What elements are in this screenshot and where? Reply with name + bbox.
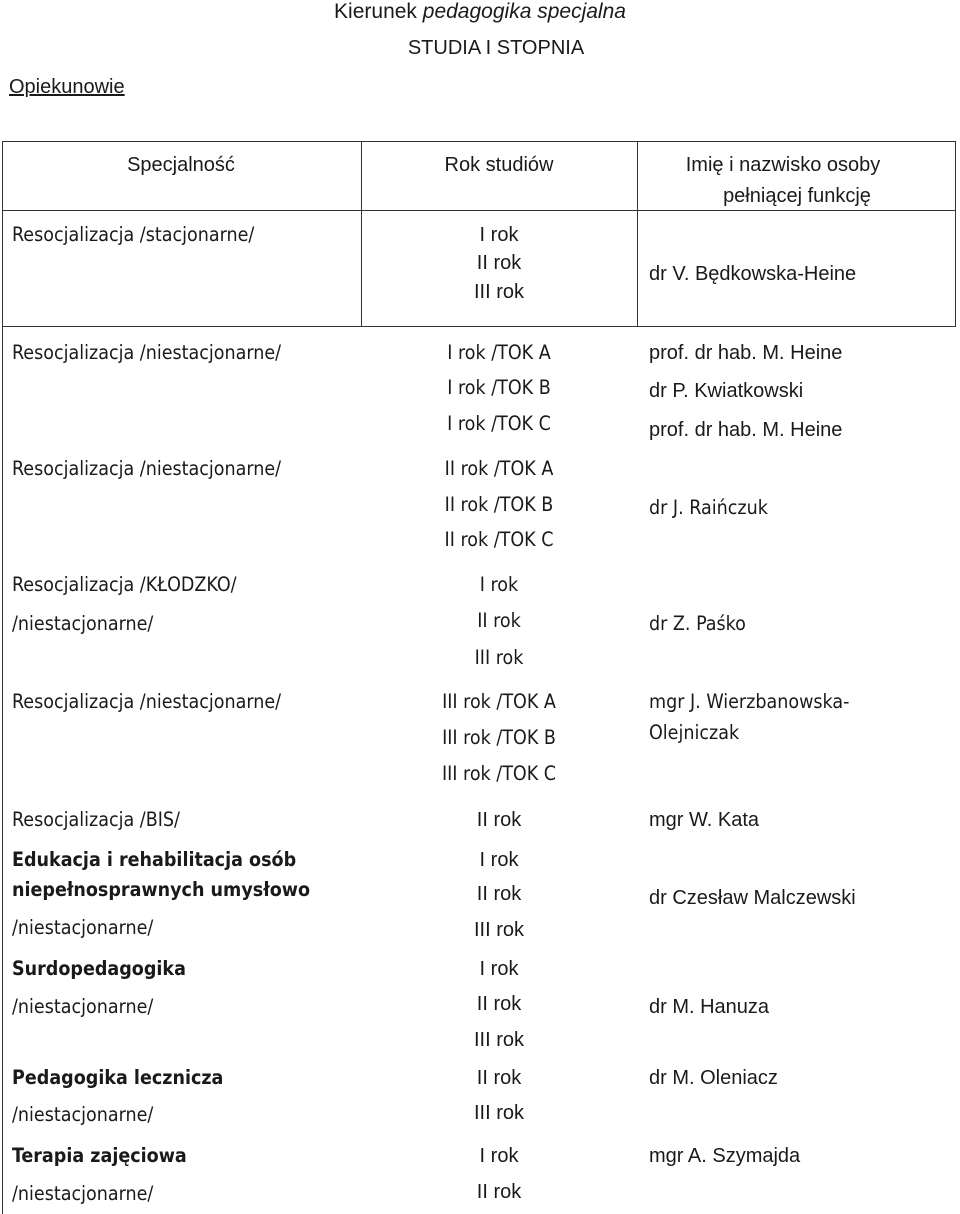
table-row-osoba: mgr A. Szymajda (649, 1145, 801, 1167)
table-row-rok: III rok /TOK C (441, 762, 557, 785)
table-row-rok: III rok (473, 281, 525, 303)
table-row-rok: I rok (479, 224, 519, 246)
table-divider (2, 326, 956, 327)
table-row-osoba: prof. dr hab. M. Heine (649, 419, 843, 441)
table-row-spec: Edukacja i rehabilitacja osób (12, 848, 297, 871)
table-row-rok: I rok (479, 573, 519, 596)
table-row-rok: II rok /TOK C (444, 528, 554, 551)
table-row-rok: I rok /TOK A (447, 341, 551, 364)
table-row-rok: I rok (479, 958, 519, 980)
table-col-divider (361, 141, 362, 326)
section-heading-opiekunowie: Opiekunowie (9, 76, 125, 98)
table-row-osoba: prof. dr hab. M. Heine (649, 342, 843, 364)
table-row-rok: II rok (476, 1067, 522, 1089)
table-row-osoba: mgr W. Kata (649, 809, 760, 831)
table-row-rok: III rok (473, 919, 525, 941)
table-row-osoba: mgr J. Wierzbanowska- (649, 690, 850, 713)
table-row-rok: III rok /TOK B (442, 726, 556, 749)
table-row-spec: Resocjalizacja /stacjonarne/ (12, 223, 255, 246)
program-title-name: pedagogika specjalna (422, 0, 626, 23)
table-row-spec: Resocjalizacja /niestacjonarne/ (12, 457, 282, 480)
table-row-spec: Resocjalizacja /niestacjonarne/ (12, 690, 282, 713)
table-border-left (2, 141, 3, 1214)
table-row-rok: II rok (476, 993, 522, 1015)
table-row-spec-line2: /niestacjonarne/ (12, 612, 154, 635)
table-row-spec-line2: /niestacjonarne/ (12, 1103, 154, 1126)
table-row-rok: II rok /TOK B (444, 493, 554, 516)
table-row-rok: I rok (479, 849, 519, 871)
table-row-osoba: dr J. Raińczuk (649, 496, 768, 519)
table-row-spec: niepełnosprawnych umysłowo (12, 878, 311, 901)
table-row-spec: Pedagogika lecznicza (12, 1066, 224, 1089)
table-border-right (955, 141, 956, 326)
table-row-rok: II rok (477, 609, 521, 632)
program-title-prefix: Kierunek (334, 0, 423, 23)
table-row-spec-line2: /niestacjonarne/ (12, 916, 154, 939)
table-row-rok: III rok (474, 646, 524, 669)
table-divider (2, 210, 956, 211)
table-row-rok: I rok (479, 1145, 519, 1167)
degree-level: STUDIA I STOPNIA (407, 37, 585, 59)
program-title (334, 0, 626, 24)
table-row-rok: I rok /TOK B (447, 376, 551, 399)
table-row-spec: Resocjalizacja /BIS/ (12, 808, 180, 831)
column-header-rok: Rok studiów (444, 154, 554, 176)
table-row-osoba: dr V. Będkowska-Heine (649, 263, 857, 285)
table-row-osoba: dr P. Kwiatkowski (649, 380, 804, 402)
table-col-divider (637, 141, 638, 326)
table-row-spec-line2: /niestacjonarne/ (12, 1182, 154, 1205)
table-row-rok: II rok (476, 252, 522, 274)
table-row-osoba: dr M. Hanuza (649, 996, 770, 1018)
table-row-rok: III rok (473, 1102, 525, 1124)
table-row-spec-line2: /niestacjonarne/ (12, 995, 154, 1018)
table-row-rok: II rok (476, 1181, 522, 1203)
column-header-imie-line2: pełniącej funkcję (723, 185, 871, 207)
table-row-spec: Surdopedagogika (12, 957, 186, 980)
table-row-rok: II rok (476, 809, 522, 831)
table-row-rok: II rok /TOK A (444, 457, 554, 480)
table-row-rok: III rok /TOK A (442, 690, 556, 713)
table-row-spec: Terapia zajęciowa (12, 1144, 187, 1167)
table-row-osoba: dr Z. Paśko (649, 612, 746, 635)
table-row-spec: Resocjalizacja /KŁODZKO/ (12, 573, 237, 596)
table-row-rok: III rok (473, 1029, 525, 1051)
table-row-osoba: dr M. Oleniacz (649, 1067, 778, 1089)
table-row-osoba: Olejniczak (649, 721, 740, 744)
table-row-spec: Resocjalizacja /niestacjonarne/ (12, 341, 282, 364)
table-row-rok: II rok (476, 883, 522, 905)
column-header-specjalnosc: Specjalność (127, 154, 235, 176)
table-row-rok: I rok /TOK C (447, 412, 551, 435)
column-header-imie-line1: Imię i nazwisko osoby (685, 154, 881, 176)
table-border-top (2, 141, 956, 142)
table-row-osoba: dr Czesław Malczewski (649, 887, 856, 909)
